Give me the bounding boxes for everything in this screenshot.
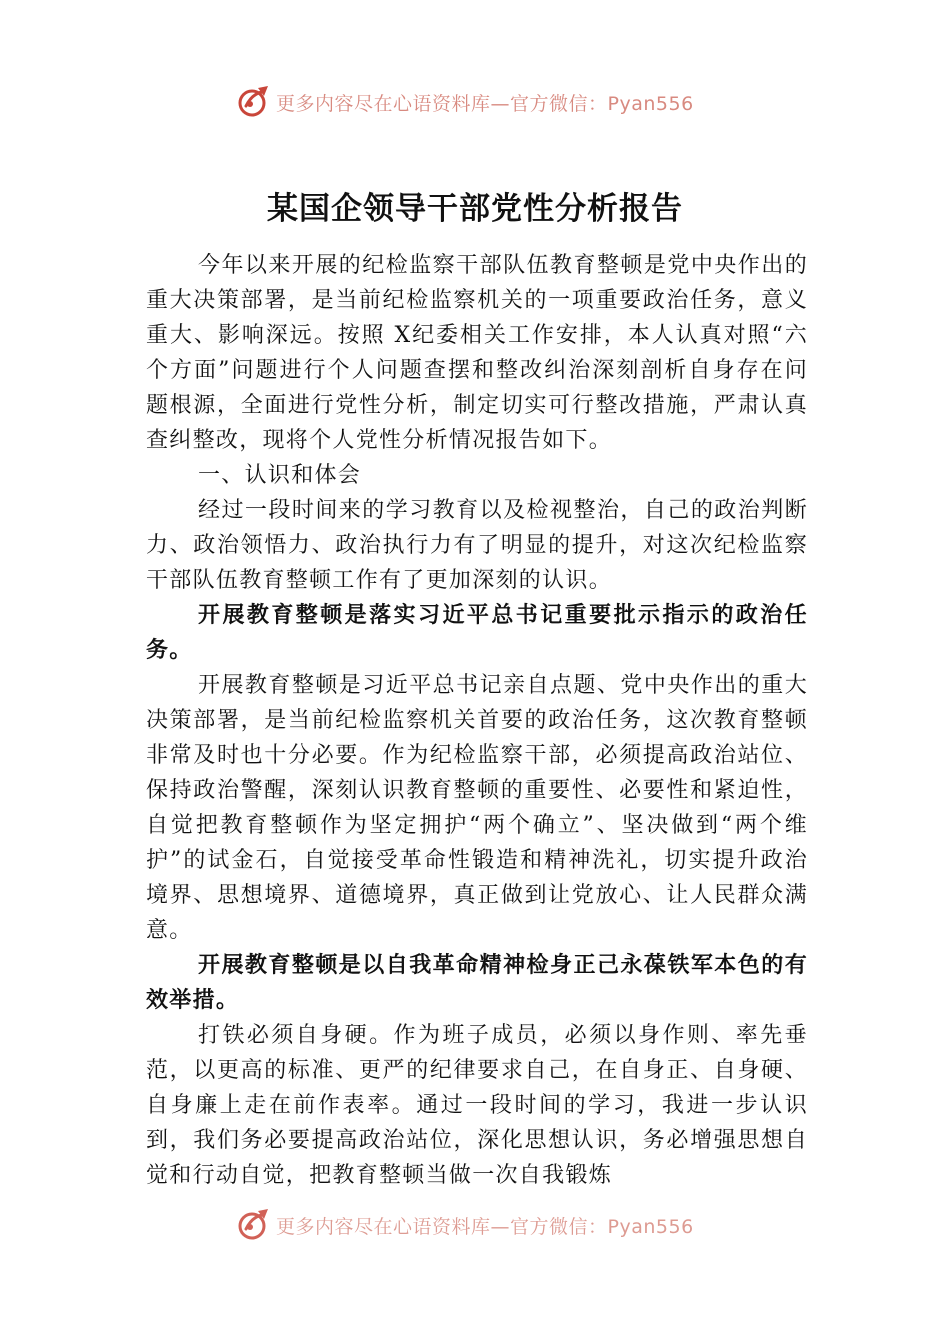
section-heading: 一、认识和体会 [198, 463, 362, 488]
body-paragraph: 开展教育整顿是习近平总书记亲自点题、党中央作出的重大决策部署，是当前纪检监察机关首要的政治任务，这次教育整顿非常及时也十分必要。作为纪检监察干部，必须提高政治站位、保持政治警醒，深刻认识教育整顿的重要性、必要性和紧迫性，自觉把教育整顿作为坚定拥护“两个确立”、坚决做到“两个维护”的试金石，自觉接受革命性锻造和精神洗礼，切实提升政治境界、思想境界、道德境界，真正做到让党放心、让人民群众满意。 [146, 673, 808, 943]
document-body [146, 248, 808, 1193]
bold-subheading: 开展教育整顿是落实习近平总书记重要批示指示的政治任务。 [146, 603, 808, 663]
brand-logo-icon [236, 84, 272, 120]
watermark-footer [236, 1205, 694, 1245]
body-paragraph: 打铁必须自身硬。作为班子成员，必须以身作则、率先垂范，以更高的标准、更严的纪律要求自己，在自身正、自身硬、自身廉上走在前作表率。通过一段时间的学习，我进一步认识到，我们务必要提高政治站位，深化思想认识，务必增强思想自觉和行动自觉，把教育整顿当做一次自我锻炼 [146, 1023, 808, 1188]
intro-paragraph: 今年以来开展的纪检监察干部队伍教育整顿是党中央作出的重大决策部署，是当前纪检监察机关的一项重要政治任务，意义重大、影响深远。按照 X纪委相关工作安排，本人认真对照“六个方面”问题进行个人问题查摆和整改纠治深刻剖析自身存在问题根源，全面进行党性分析，制定切实可行整改措施，严肃认真查纠整改，现将个人党性分析情况报告如下。 [146, 253, 808, 453]
watermark-header [236, 82, 694, 122]
body-paragraph: 经过一段时间来的学习教育以及检视整治，自己的政治判断力、政治领悟力、政治执行力有了明显的提升，对这次纪检监察干部队伍教育整顿工作有了更加深刻的认识。 [146, 498, 808, 593]
bold-subheading: 开展教育整顿是以自我革命精神检身正己永葆铁军本色的有效举措。 [146, 953, 808, 1013]
brand-logo-icon [236, 1207, 272, 1243]
watermark-text: 更多内容尽在心语资料库—官方微信：Pyan556 [276, 92, 694, 115]
document-title: 某国企领导干部党性分析报告 [267, 191, 683, 227]
watermark-text: 更多内容尽在心语资料库—官方微信：Pyan556 [276, 1215, 694, 1238]
